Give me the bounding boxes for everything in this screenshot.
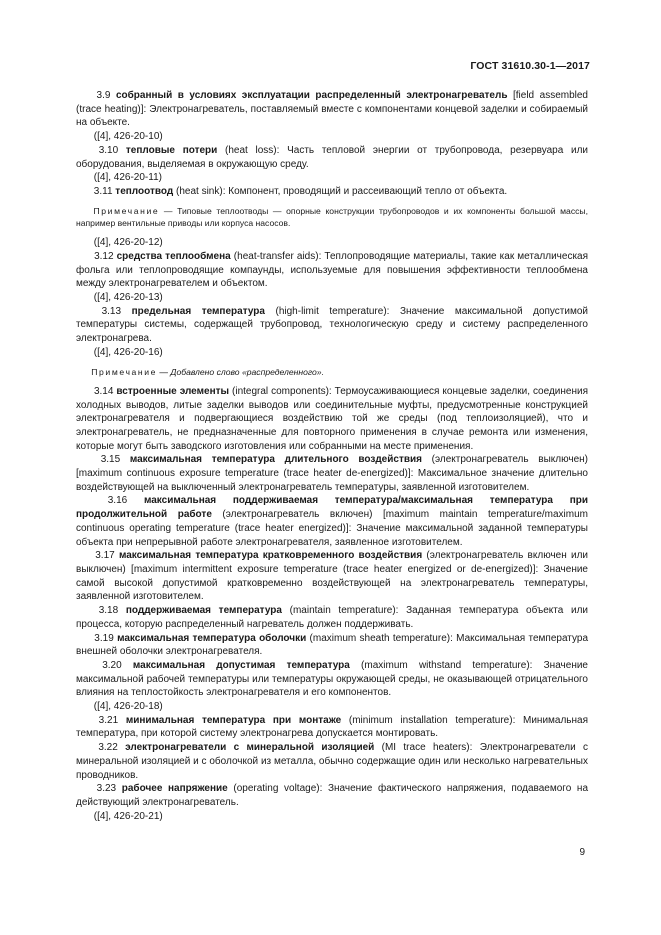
term-number: 3.18 <box>98 605 119 617</box>
term-definition: (minimum installation temperature): Минимальная температура, при которой систему электронагрева допускается монтировать. <box>76 714 589 740</box>
term-title: встроенные элементы <box>116 385 230 397</box>
term-number: 3.20 <box>102 659 122 671</box>
term-number: 3.13 <box>101 305 122 317</box>
term-title: максимальная допустимая температура <box>132 659 350 671</box>
term-3-15 <box>76 453 588 494</box>
term-definition: (high-limit temperature): Значение максимальной допустимой температуры системы, содержащей трубопровод, технологическую среду и систему распределенного электронагрева. <box>76 305 588 345</box>
term-reference: ([4], 426-20-12) <box>93 237 163 249</box>
term-title: теплоотвод <box>115 185 174 197</box>
term-reference: ([4], 426-20-16) <box>93 346 163 358</box>
note-label: Примечание <box>91 366 158 377</box>
standard-number-header: ГОСТ 31610.30-1—2017 <box>470 60 590 72</box>
term-3-10 <box>76 144 588 171</box>
term-definition: [field assembled (trace heating)]: Электронагреватель, поставляемый вместе с компонентами концевой заделки и собираемый на объекте. <box>76 90 588 129</box>
term-3-19 <box>76 632 588 659</box>
term-definition: (heat-transfer aids): Теплопроводящие материалы, такие как металлическая фольга или теплопроводящие компаунды, используемые для повышения эффективности теплообмена между электронагревателем и объектом. <box>76 250 589 290</box>
term-definition: (maximum sheath temperature): Максимальная температура внешней оболочки электронагревателя. <box>76 632 589 658</box>
term-title: максимальная температура кратковременного воздействия <box>118 550 423 562</box>
term-title: максимальная температура длительного воздействия <box>129 454 422 466</box>
term-definition: (электронагреватель включен или выключен) [maximum intermittent exposure temperature (trace heater energized or de-energized)]: Значение самой высокой допустимой кратковременно воздействующей на электронагреватель температуры, заявленной изготовителем. <box>76 550 589 603</box>
term-3-13 <box>76 305 588 346</box>
term-reference: ([4], 426-20-10) <box>93 131 163 143</box>
term-3-20 <box>76 659 588 700</box>
note <box>76 205 588 230</box>
page-content <box>76 89 588 823</box>
term-title: средства теплообмена <box>116 250 231 262</box>
term-title: максимальная поддерживаемая температура/максимальная температура при продолжительной работе <box>76 495 588 521</box>
term-title: электронагреватели с минеральной изоляцией <box>125 742 375 754</box>
term-title: рабочее напряжение <box>121 783 228 795</box>
term-definition: (integral components): Термоусаживающиеся концевые заделки, соединения холодных выводов, литые заделки выводов или соединительные муфты, предусмотренные конструкцией электронагревателя и подвергающиеся воздействию той же среды (под теплоизоляцией), что и электронагреватель, не предназначенные для повторного применения в случае ремонта или изменения, которые могут быть заводского изготовления или собранными на месте применения. <box>76 385 588 452</box>
term-number: 3.16 <box>107 495 128 507</box>
term-number: 3.9 <box>96 90 111 101</box>
term-reference: ([4], 426-20-21) <box>93 810 163 822</box>
term-number: 3.12 <box>94 250 114 262</box>
term-3-23 <box>76 782 588 809</box>
term-definition: (maintain temperature): Заданная температура объекта или процесса, которую распределенный нагреватель должен поддерживать. <box>76 605 588 630</box>
term-definition: (электронагреватель выключен) [maximum continuous exposure temperature (trace heater de-energized)]: Максимальное значение длительно воздействующей на выключенный электронагреватель температуры, заявленной изготовителем. <box>76 454 588 493</box>
term-title: минимальная температура при монтаже <box>125 714 342 726</box>
term-number: 3.14 <box>93 385 114 397</box>
term-reference: ([4], 426-20-13) <box>93 292 163 304</box>
term-number: 3.15 <box>100 454 121 466</box>
term-number: 3.21 <box>98 714 119 726</box>
term-reference: ([4], 426-20-11) <box>93 172 162 184</box>
term-3-14 <box>76 385 588 454</box>
note-text: — Типовые теплоотводы — опорные конструкции трубопроводов и их компоненты большой массы, например вентильные приводы или корпуса насосов. <box>76 205 588 228</box>
term-3-21 <box>76 714 588 741</box>
term-3-17 <box>76 549 588 604</box>
term-3-18 <box>76 604 588 631</box>
term-number: 3.23 <box>96 783 117 795</box>
term-definition: (operating voltage): Значение фактического напряжения, подаваемого на действующий электронагреватель. <box>76 783 589 808</box>
term-definition: (heat loss): Часть тепловой энергии от трубопровода, резервуара или оборудования, выделяемая в окружающую среду. <box>76 144 589 170</box>
term-definition: (heat sink): Компонент, проводящий и рассеивающий тепло от объекта. <box>173 185 508 197</box>
note-text: — Добавлено слово «распределенного». <box>157 366 324 377</box>
term-number: 3.19 <box>94 632 114 644</box>
term-3-22 <box>76 741 588 782</box>
term-title: собранный в условиях эксплуатации распределенный электронагреватель <box>115 90 508 101</box>
term-definition: (электронагреватель включен) [maximum maintain temperature/maximum continuous operating temperature (trace heater energized)]: Значение максимальной заданной температуры объекта при непрерывной работе электронагревателя, заявленное изготовителем. <box>76 509 589 548</box>
term-3-11 <box>76 185 588 199</box>
term-title: предельная температура <box>131 305 265 317</box>
term-3-9 <box>76 89 588 130</box>
term-number: 3.11 <box>93 185 113 197</box>
page-number: 9 <box>579 847 585 858</box>
term-number: 3.10 <box>98 144 119 156</box>
term-definition: (maximum withstand temperature): Значение максимальной рабочей температуры или температуры окружающей среды, не оказывающей отрицательного влияния на теплостойкость электронагревателя и его компонентов. <box>76 659 588 699</box>
term-number: 3.22 <box>98 742 118 754</box>
term-title: тепловые потери <box>125 144 218 156</box>
term-definition: (MI trace heaters): Электронагреватели с минеральной изоляцией и с оболочкой из металла, обычно содержащие один или несколько нагревательных проводников. <box>76 742 589 781</box>
term-number: 3.17 <box>95 550 115 562</box>
term-title: поддерживаемая температура <box>125 605 282 617</box>
term-reference: ([4], 426-20-18) <box>93 701 163 713</box>
term-3-12 <box>76 250 588 291</box>
term-title: максимальная температура оболочки <box>117 632 307 644</box>
note <box>76 366 588 378</box>
term-3-16 <box>76 494 588 549</box>
note-label: Примечание <box>93 205 160 216</box>
